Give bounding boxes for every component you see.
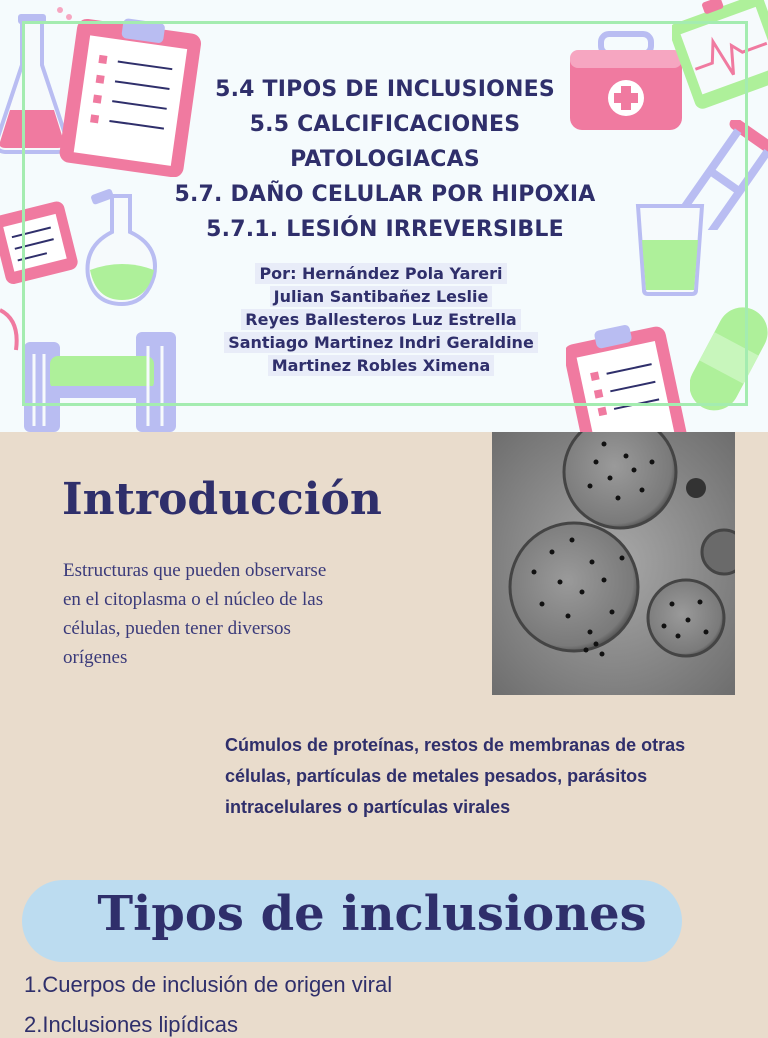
author-name: Reyes Ballesteros Luz Estrella (241, 309, 520, 330)
tipos-heading: Tipos de inclusiones (97, 886, 647, 942)
inclusions-origin-text: Cúmulos de proteínas, restos de membranas de otras células, partículas de metales pesados, parásitos intracelulares o partículas virales (225, 735, 686, 817)
cover-section (0, 0, 768, 432)
title-line: 5.5 CALCIFICACIONES (249, 112, 521, 137)
intro-paragraph: Estructuras que pueden observarse en el citoplasma o el núcleo de las células, pueden tener diversos orígenes (63, 560, 327, 668)
author-name: Julian Santibañez Leslie (270, 286, 493, 307)
title-line: 5.7. DAÑO CELULAR POR HIPOXIA (174, 182, 596, 207)
author-name: Martinez Robles Ximena (268, 355, 495, 376)
author-name: Santiago Martinez Indri Geraldine (224, 332, 538, 353)
title-line: 5.4 TIPOS DE INCLUSIONES (215, 77, 555, 102)
cover-titles (140, 72, 630, 247)
title-line: 5.7.1. LESIÓN IRREVERSIBLE (206, 217, 564, 242)
list-item: 2.Inclusiones lipídicas (24, 1012, 239, 1037)
micrograph-image (492, 432, 735, 695)
list-item: 1.Cuerpos de inclusión de origen viral (24, 972, 393, 997)
tube-icon (0, 300, 22, 360)
title-line: PATOLOGIACAS (290, 147, 480, 172)
intro-heading: Introducción (62, 474, 382, 525)
author-name: Por: Hernández Pola Yareri (255, 263, 506, 284)
authors-list (212, 262, 550, 377)
